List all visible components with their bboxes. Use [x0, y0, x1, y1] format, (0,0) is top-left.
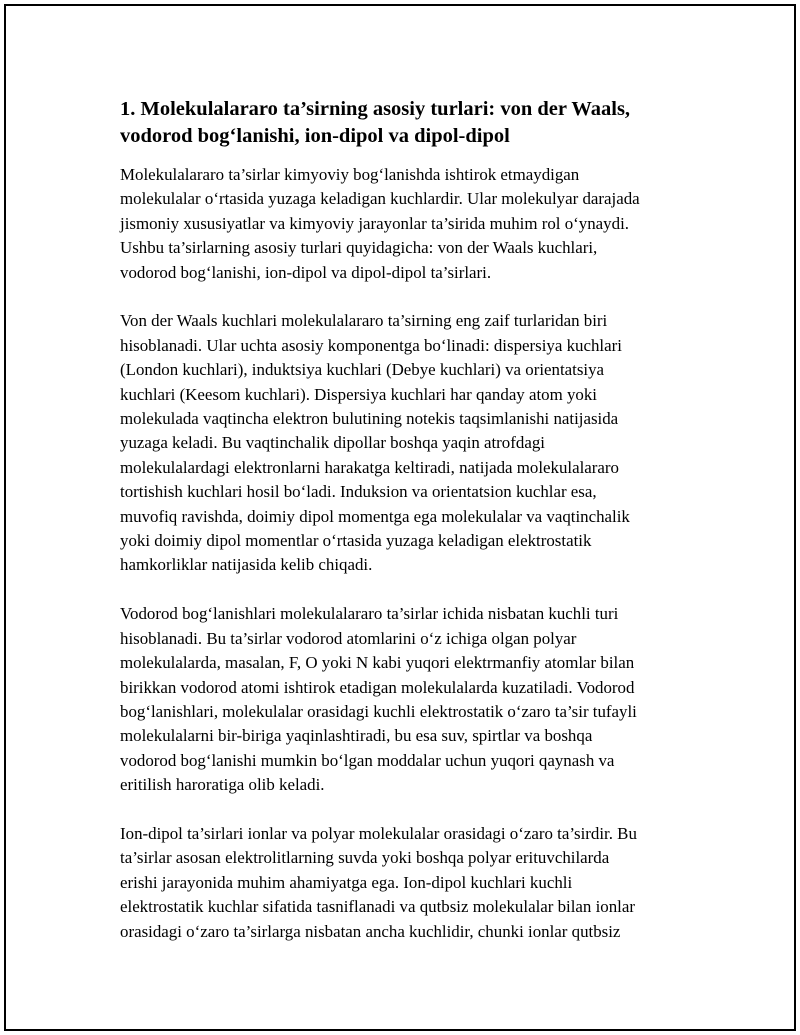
heading-line: 1. Molekulalararo ta’sirning asosiy turlari: von der Waals,	[120, 98, 631, 120]
text-line: hamkorliklar natijasida kelib chiqadi.	[120, 555, 373, 575]
text-line: eritilish haroratiga olib keladi.	[120, 775, 325, 795]
text-line: bog‘lanishlari, molekulalar orasidagi kuchli elektrostatik o‘zaro ta’sir tufayli	[120, 701, 637, 721]
section-heading	[120, 96, 700, 150]
text-line: (London kuchlari), induktsiya kuchlari (Debye kuchlari) va orientatsiya	[120, 360, 605, 380]
text-line: Von der Waals kuchlari molekulalararo ta’sirning eng zaif turlaridan biri	[120, 311, 608, 331]
document-body	[120, 96, 700, 968]
text-line: erishi jarayonida muhim ahamiyatga ega. Ion-dipol kuchlari kuchli	[120, 872, 573, 892]
text-line: molekulalar o‘rtasida yuzaga keladigan kuchlardir. Ular molekulyar darajada	[120, 189, 640, 209]
text-line: yuzaga keladi. Bu vaqtinchalik dipollar boshqa yaqin atrofdagi	[120, 433, 545, 453]
text-line: ta’sirlar asosan elektrolitlarning suvda yoki boshqa polyar erituvchilarda	[120, 848, 610, 868]
text-line: jismoniy xususiyatlar va kimyoviy jarayonlar ta’sirida muhim rol o‘ynaydi.	[120, 213, 629, 233]
text-line: molekulalarda, masalan, F, O yoki N kabi yuqori elektrmanfiy atomlar bilan	[120, 653, 635, 673]
text-line: muvofiq ravishda, doimiy dipol momentga ega molekulalar va vaqtinchalik	[120, 506, 630, 526]
text-line: Ushbu ta’sirlarning asosiy turlari quyidagicha: von der Waals kuchlari,	[120, 238, 598, 258]
paragraph-van-der-waals	[120, 309, 700, 577]
paragraph-ion-dipole	[120, 822, 700, 944]
text-line: Ion-dipol ta’sirlari ionlar va polyar molekulalar orasidagi o‘zaro ta’sirdir. Bu	[120, 823, 637, 843]
text-line: orasidagi o‘zaro ta’sirlarga nisbatan ancha kuchlidir, chunki ionlar qutbsiz	[120, 921, 621, 941]
paragraph-intro	[120, 163, 700, 285]
text-line: molekulalardagi elektronlarni harakatga keltiradi, natijada molekulalararo	[120, 457, 619, 477]
text-line: elektrostatik kuchlar sifatida tasniflanadi va qutbsiz molekulalar bilan ionlar	[120, 897, 635, 917]
text-line: Molekulalararo ta’sirlar kimyoviy bog‘lanishda ishtirok etmaydigan	[120, 165, 580, 184]
text-line: molekulalarni bir-biriga yaqinlashtiradi, bu esa suv, spirtlar va boshqa	[120, 726, 593, 746]
text-line: molekulada vaqtincha elektron bulutining notekis taqsimlanishi natijasida	[120, 409, 619, 429]
text-line: kuchlari (Keesom kuchlari). Dispersiya kuchlari har qanday atom yoki	[120, 384, 598, 404]
text-line: Vodorod bog‘lanishlari molekulalararo ta’sirlar ichida nisbatan kuchli turi	[120, 604, 619, 624]
page-frame	[4, 4, 796, 1031]
text-line: vodorod bog‘lanishi, ion-dipol va dipol-dipol ta’sirlari.	[120, 262, 492, 282]
text-line: tortishish kuchlari hosil bo‘ladi. Induksion va orientatsion kuchlar esa,	[120, 482, 597, 502]
text-line: yoki doimiy dipol momentlar o‘rtasida yuzaga keladigan elektrostatik	[120, 531, 592, 551]
heading-line: vodorod bog‘lanishi, ion-dipol va dipol-dipol	[120, 125, 510, 147]
text-line: hisoblanadi. Bu ta’sirlar vodorod atomlarini o‘z ichiga olgan polyar	[120, 628, 577, 648]
paragraph-hydrogen-bonds	[120, 602, 700, 797]
text-line: hisoblanadi. Ular uchta asosiy komponentga bo‘linadi: dispersiya kuchlari	[120, 335, 622, 355]
text-line: vodorod bog‘lanishi mumkin bo‘lgan moddalar uchun yuqori qaynash va	[120, 750, 615, 770]
text-line: birikkan vodorod atomi ishtirok etadigan molekulalarda kuzatiladi. Vodorod	[120, 677, 635, 697]
